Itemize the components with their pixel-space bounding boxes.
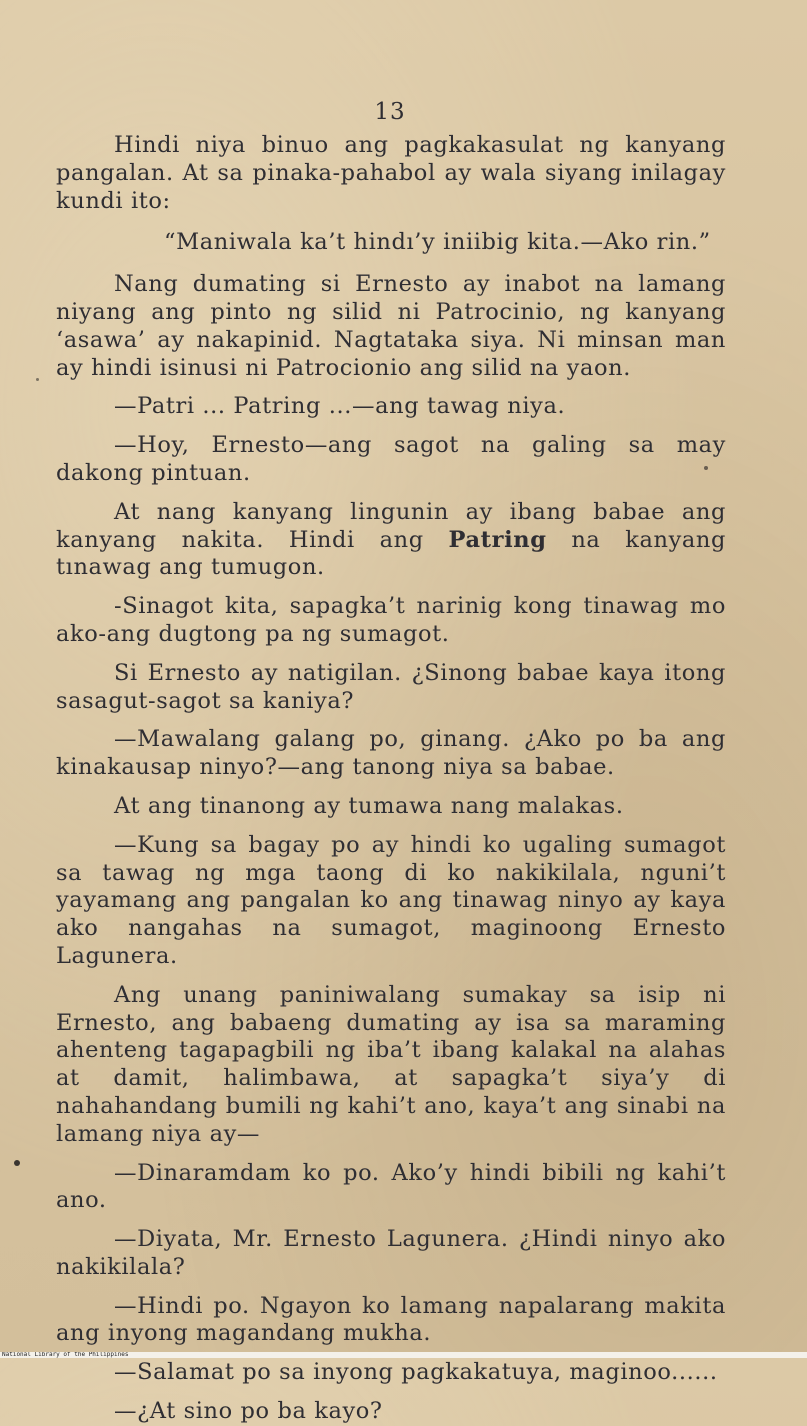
paragraph: Nang dumating si Ernesto ay inabot na lamang niyang ang pinto ng silid ni Patrocinio, ng kanyang ‘asawa’ ay nakapinid. Nagtataka siya. Ni minsan man ay hindi isinusi ni Patrocionio ang silid na yaon. [56,271,726,381]
page-number: 13 [374,99,406,125]
body-text [56,132,726,1426]
paragraph-text: na kanyang tınawag ang tumugon. [56,526,727,581]
paragraph: Ang unang paniniwalang sumakay sa isip ni Ernesto, ang babaeng dumating ay isa sa maraming ahenteng tagapagbili ng iba’t ibang kalakal na alahas at damit, halimbawa, at sapagka’t siya’y di nahahandang bumili ng kahi’t ano, kaya’t ang sinabi na lamang niya ay— [56,981,726,1147]
paragraph: —Kung sa bagay po ay hindi ko ugaling sumagot sa tawag ng mga taong di ko nakikilala, nguni’t yayamang ang pangalan ko ang tinawag ninyo ay kaya ako nangahas na sumagot, maginoong Ernesto Lagunera. [56,831,726,969]
paragraph: —Salamat po sa inyong pagkakatuya, maginoo...... [114,1359,718,1386]
paragraph: Hindi niya binuo ang pagkakasulat ng kanyang pangalan. At sa pinaka-pahabol ay wala siyang inilagay kundi ito: [56,132,726,214]
paragraph-text: At nang kanyang lingunin ay ibang babae ang kanyang nakita. Hindi ang [56,498,726,553]
paragraph: —Mawalang galang po, ginang. ¿Ako po ba ang kinakausap ninyo?—ang tanong niya sa babae. [56,726,726,781]
paragraph: —Hindi po. Ngayon ko lamang napalarang makita ang inyong magandang mukha. [56,1292,726,1347]
ink-speck [14,1160,20,1166]
paragraph: Si Ernesto ay natigilan. ¿Sinong babae kaya itong sasagut-sagot sa kaniya? [56,659,726,714]
paragraph [56,499,726,582]
library-credit: National Library of the Philippines [0,1352,807,1358]
paragraph: —Hoy, Ernesto—ang sagot na galing sa may dakong pintuan. [56,432,726,486]
paragraph: -Sinagot kita, sapagka’t narinig kong tinawag mo ako-ang dugtong pa ng sumagot. [56,593,726,647]
ink-speck [704,466,708,470]
paragraph: At ang tinanong ay tumawa nang malakas. [114,792,624,819]
paragraph: —Diyata, Mr. Ernesto Lagunera. ¿Hindi ninyo ako nakikilala? [56,1226,726,1280]
quoted-line: “Maniwala ka’t hindı’y iniibig kita.—Ako rin.” [164,229,711,256]
emphasized-name: Patring [448,526,547,553]
paragraph: —Patri ... Patring ...—ang tawag niya. [114,393,566,420]
paragraph: —¿At sino po ba kayo? [114,1398,383,1425]
ink-speck [36,378,39,381]
paragraph: —Dinaramdam ko po. Ako’y hindi bibili ng kahi’t ano. [56,1159,726,1214]
